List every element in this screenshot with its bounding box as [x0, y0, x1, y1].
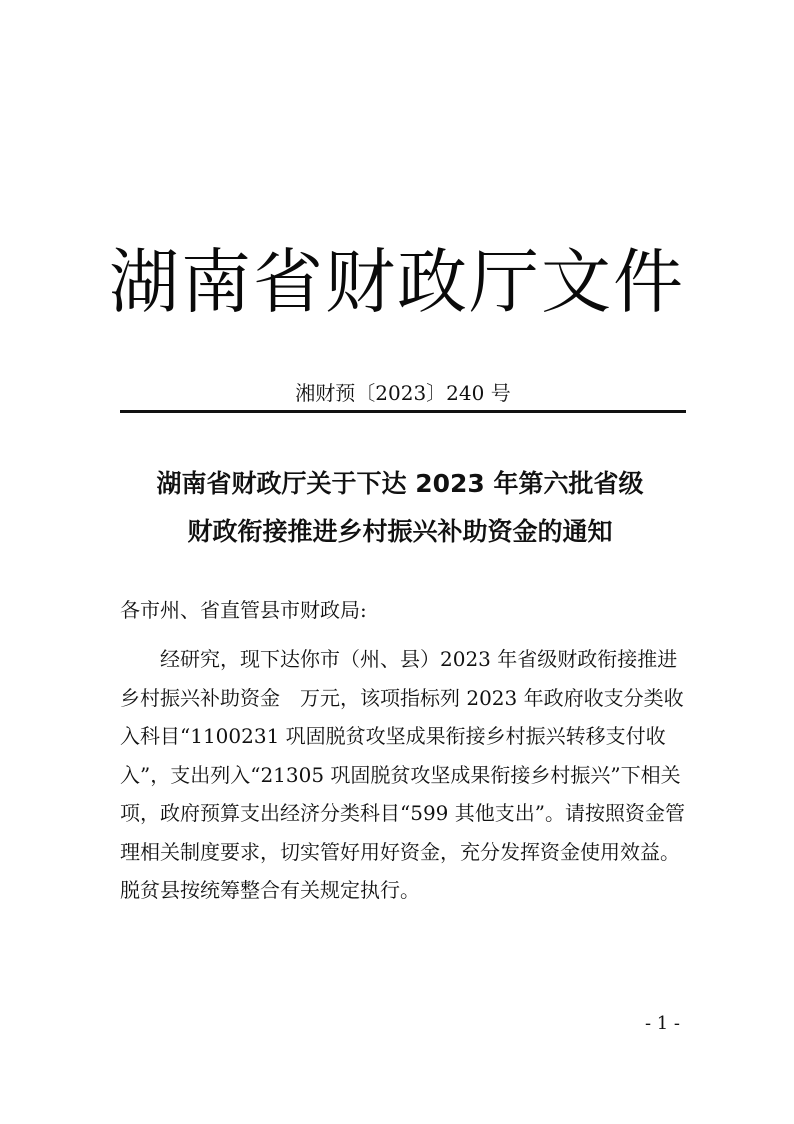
body-line: 入科目“1100231 巩固脱贫攻坚成果衔接乡村振兴转移支付收 — [120, 724, 666, 748]
body-line: 项，政府预算支出经济分类科目“599 其他支出”。请按照资金管 — [120, 801, 685, 825]
body-line: 入”，支出列入“21305 巩固脱贫攻坚成果衔接乡村振兴”下相关 — [120, 762, 681, 787]
page-number: - 1 - — [644, 1013, 680, 1034]
notice-title-line-1: 湖南省财政厅关于下达 2023 年第六批省级 — [156, 469, 644, 498]
body-paragraph — [120, 640, 690, 910]
document-number: 湘财预〔2023〕240 号 — [295, 381, 511, 405]
body-line: 脱贫县按统筹整合有关规定执行。 — [120, 878, 420, 902]
body-line: 乡村振兴补助资金 万元，该项指标列 2023 年政府收支分类收 — [120, 685, 684, 710]
header-divider-line — [120, 410, 686, 413]
body-line: 理相关制度要求，切实管好用好资金，充分发挥资金使用效益。 — [120, 839, 680, 864]
notice-title-line-2: 财政衔接推进乡村振兴补助资金的通知 — [187, 517, 613, 546]
notice-title — [110, 460, 690, 556]
salutation: 各市州、省直管县市财政局: — [120, 598, 367, 622]
document-header-title: 湖南省财政厅文件 — [109, 241, 685, 323]
body-line: 经研究，现下达你市（州、县）2023 年省级财政衔接推进 — [160, 647, 678, 671]
